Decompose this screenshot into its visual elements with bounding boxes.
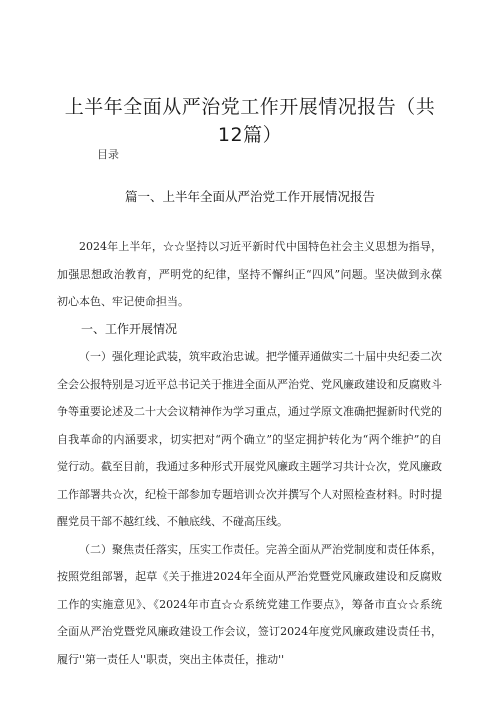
document-title [60, 93, 440, 149]
section-heading: 一、工作开展情况 [81, 321, 178, 336]
toc-label: 目录 [97, 148, 119, 161]
title-line-2: 12篇） [217, 124, 283, 146]
title-line-1: 上半年全面从严治党工作开展情况报告（共 [64, 96, 436, 118]
article-body [57, 233, 442, 673]
article-title: 篇一、上半年全面从严治党工作开展情况报告 [124, 189, 375, 204]
paragraph-1: （一）强化理论武装，筑牢政治忠诚。把学懂弄通做实二十届中央纪委二次全会公报特别是习近平总书记关于推进全面从严治党、党风廉政建设和反腐败斗争等重要论述及二十大会议精神作为学习重点，通过学原文准确把握新时代党的自我革命的内涵要求，切实把对“两个确立”的坚定拥护转化为“两个维护”的自觉行动。截至目前，我通过多种形式开展党风廉政主题学习共计☆次，党风廉政工作部署共☆次，纪检干部参加专题培训☆次并撰写个人对照检查材料。时时提醒党员干部不越红线、不触底线、不碰高压线。 [57, 350, 442, 528]
paragraph-2: （二）聚焦责任落实，压实工作责任。完善全面从严治党制度和责任体系，按照党组部署，起草《关于推进2024年全面从严治党暨党风廉政建设和反腐败工作的实施意见》、《2024年市直☆☆系统党建工作要点》，筹备市直☆☆系统全面从严治党暨党风廉政建设工作会议，签订2024年度党风廉政建设责任书，履行''第一责任人''职责，突出主体责任，推动'' [57, 542, 442, 666]
intro-paragraph: 2024年上半年，☆☆坚持以习近平新时代中国特色社会主义思想为指导，加强思想政治教育，严明党的纪律，坚持不懈纠正“四风”问题。坚决做到永葆初心本色、牢记使命担当。 [57, 240, 442, 308]
